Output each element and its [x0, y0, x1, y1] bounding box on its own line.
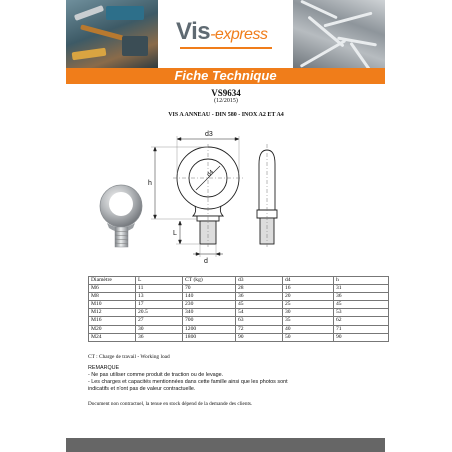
table-row	[89, 301, 389, 309]
brand-accent: -express	[210, 26, 268, 43]
eyebolt-front-view	[173, 144, 243, 248]
remark-line-2: - Les charges et capacités mentionnées dans cette famille ainsi que les photos sont	[88, 379, 288, 385]
section-band: Fiche Technique	[66, 68, 385, 84]
table-cell: 13	[136, 293, 183, 301]
table-cell: 16	[283, 285, 334, 293]
dimensions-table	[88, 276, 389, 342]
ct-note: CT : Charge de travail - Working load	[88, 354, 170, 360]
label-d: d	[204, 258, 208, 264]
table-cell: 140	[183, 293, 236, 301]
table-cell: 62	[334, 317, 389, 325]
product-reference: VS9634	[211, 88, 241, 98]
table-cell: 50	[283, 333, 334, 341]
table-header-cell: d4	[283, 277, 334, 285]
table-cell: 1800	[183, 333, 236, 341]
table-cell: 30	[136, 325, 183, 333]
tools-photo	[66, 0, 158, 68]
table-cell: 36	[236, 293, 283, 301]
brand-underline	[180, 47, 272, 49]
table-row	[89, 333, 389, 341]
table-header-row	[89, 277, 389, 285]
table-cell: 31	[334, 285, 389, 293]
table-row	[89, 293, 389, 301]
table-cell: 53	[334, 309, 389, 317]
table-cell: 28	[236, 285, 283, 293]
table-cell: 20	[283, 293, 334, 301]
table-header-cell: CT (kg)	[183, 277, 236, 285]
table-header-cell: d3	[236, 277, 283, 285]
label-L: L	[173, 230, 177, 237]
table-cell: 700	[183, 317, 236, 325]
label-d4: d4	[206, 169, 216, 179]
table-cell: 25	[283, 301, 334, 309]
table-cell: 90	[334, 333, 389, 341]
table-cell: 230	[183, 301, 236, 309]
table-cell: 20.5	[136, 309, 183, 317]
table-cell: 71	[334, 325, 389, 333]
table-cell: 63	[236, 317, 283, 325]
table-cell: 11	[136, 285, 183, 293]
remark-line-3: indicatifs et n'ont pas de valeur contractuelle.	[88, 386, 196, 392]
table-row	[89, 325, 389, 333]
table-cell: 54	[236, 309, 283, 317]
table-cell: M8	[89, 293, 136, 301]
table-cell: 70	[183, 285, 236, 293]
table-cell: 45	[236, 301, 283, 309]
table-cell: 340	[183, 309, 236, 317]
table-cell: 27	[136, 317, 183, 325]
table-cell: 17	[136, 301, 183, 309]
table-cell: M16	[89, 317, 136, 325]
brand-logo	[158, 0, 293, 68]
table-cell: 40	[283, 325, 334, 333]
product-title: VIS A ANNEAU - DIN 580 - INOX A2 ET A4	[168, 112, 284, 118]
table-header-cell: L	[136, 277, 183, 285]
table-cell: 35	[283, 317, 334, 325]
table-cell: 36	[334, 293, 389, 301]
table-row	[89, 317, 389, 325]
table-cell: M6	[89, 285, 136, 293]
table-header-cell: Diamètre	[89, 277, 136, 285]
eyebolt-photo	[100, 185, 142, 247]
remark-line-1: - Ne pas utiliser comme produit de traction ou de levage.	[88, 372, 224, 378]
label-d3: d3	[205, 131, 213, 138]
document-date: (12/2015)	[214, 98, 238, 104]
page-header	[66, 0, 385, 68]
table-cell: M20	[89, 325, 136, 333]
table-row	[89, 285, 389, 293]
table-cell: M12	[89, 309, 136, 317]
table-cell: 45	[334, 301, 389, 309]
eyebolt-side-view	[257, 144, 277, 248]
table-cell: 90	[236, 333, 283, 341]
footer-bar	[66, 438, 385, 452]
brand-main: Vis	[176, 18, 211, 45]
table-cell: 30	[283, 309, 334, 317]
table-cell: M24	[89, 333, 136, 341]
label-h: h	[148, 180, 152, 187]
disclaimer: Document non contractuel, la tenue en stock dépend de la demande des clients.	[88, 401, 253, 407]
technical-drawing	[85, 124, 385, 264]
table-cell: 36	[136, 333, 183, 341]
screws-photo	[293, 0, 385, 68]
table-row	[89, 309, 389, 317]
table-cell: M10	[89, 301, 136, 309]
table-header-cell: h	[334, 277, 389, 285]
table-cell: 1200	[183, 325, 236, 333]
table-cell: 72	[236, 325, 283, 333]
remarks-title: REMARQUE	[88, 365, 120, 371]
remarks	[88, 365, 378, 393]
dimension-lines	[151, 136, 239, 257]
